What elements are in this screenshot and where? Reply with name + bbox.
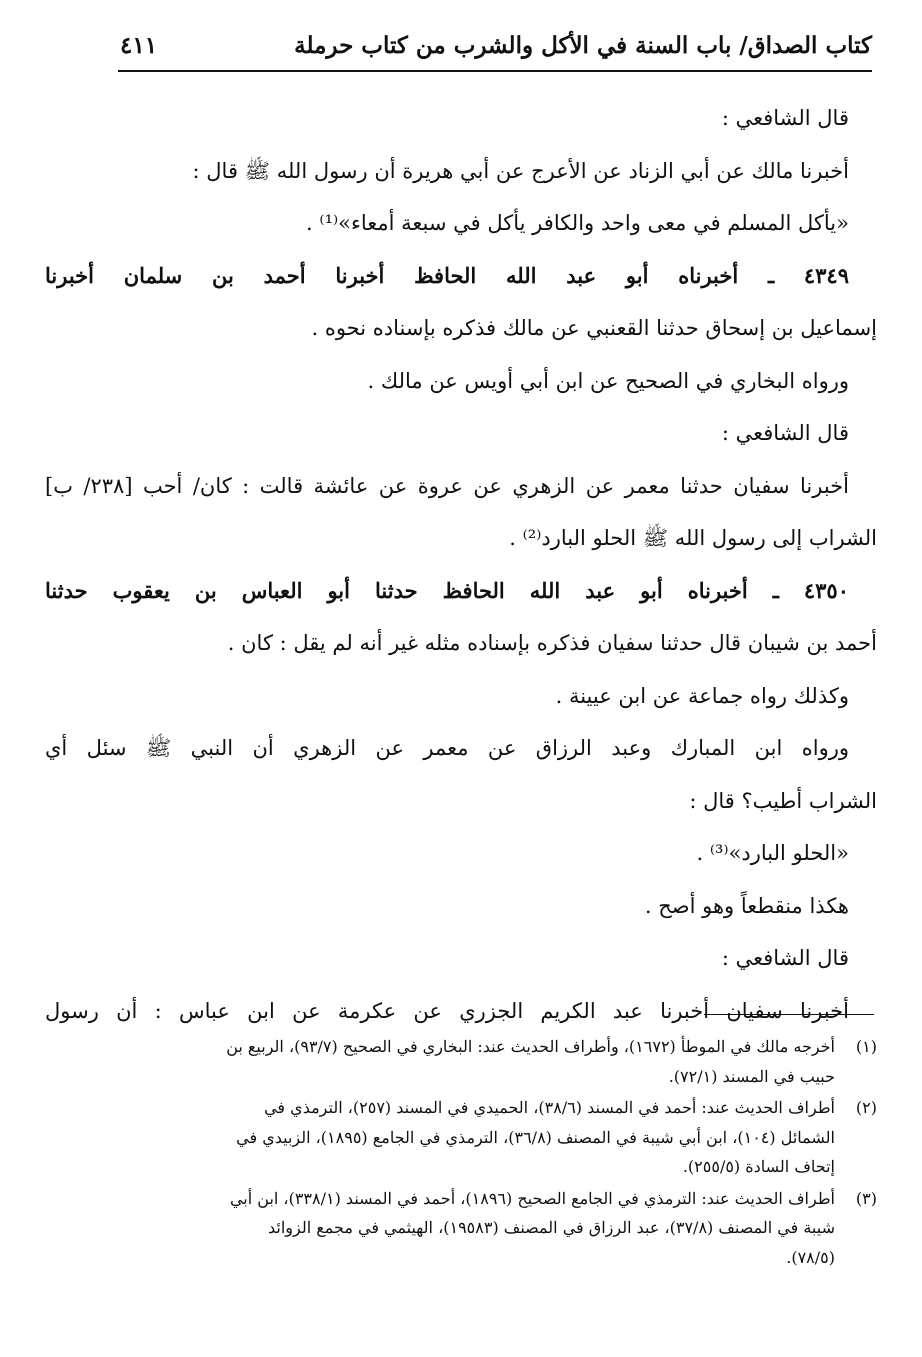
text-line: «الحلو البارد»⁽³⁾ . [696, 841, 849, 865]
footnotes [82, 1032, 877, 1274]
hadith-number-line: ٤٣٤٩ ـ أخبرناه أبو عبد الله الحافظ أخبرنا أحمد بن سلمان أخبرنا [45, 262, 849, 288]
text-line: هكذا منقطعاً وهو أصح . [644, 893, 849, 918]
footnote-line: (٧٨/٥). [786, 1247, 835, 1267]
text-line: أخبرنا مالك عن أبي الزناد عن الأعرج عن أبي هريرة أن رسول الله ﷺ قال : [192, 158, 849, 183]
footnote-line: أطراف الحديث عند: الترمذي في الجامع الصحيح (١٨٩٦)، أحمد في المسند (٣٣٨/١)، ابن أبي [229, 1188, 835, 1208]
footnote-line: الشمائل (١٠٤)، ابن أبي شيبة في المصنف (٣٦/٨)، الترمذي في الجامع (١٨٩٥)، الزبيدي في [236, 1127, 835, 1147]
text-line: قال الشافعي : [721, 421, 849, 445]
running-header [118, 26, 872, 72]
footnote [82, 1093, 877, 1182]
text-line: «يأكل المسلم في معى واحد والكافر يأكل في سبعة أمعاء»⁽¹⁾ . [306, 211, 849, 235]
main-text [45, 92, 877, 1037]
footnote-line: حبيب في المسند (٧٢/١). [668, 1066, 835, 1086]
text-line: ورواه ابن المبارك وعبد الرزاق عن معمر عن الزهري أن النبي ﷺ سئل أي [45, 736, 849, 760]
text-line: الشراب أطيب؟ قال : [689, 788, 877, 813]
text-line: الشراب إلى رسول الله ﷺ الحلو البارد⁽²⁾ . [509, 526, 877, 550]
text-line: أحمد بن شيبان قال حدثنا سفيان فذكره بإسناده مثله غير أنه لم يقل : كان . [227, 631, 877, 655]
text-line: وكذلك رواه جماعة عن ابن عيينة . [555, 683, 849, 708]
text-line: قال الشافعي : [721, 946, 849, 970]
footnote [82, 1184, 877, 1273]
header-title: كتاب الصداق/ باب السنة في الأكل والشرب من كتاب حرملة [294, 32, 872, 59]
text-line: قال الشافعي : [721, 106, 849, 130]
footnote-line: إتحاف السادة (٢٥٥/٥). [682, 1157, 835, 1176]
footnote-number: (١) [855, 1037, 877, 1056]
text-line: ورواه البخاري في الصحيح عن ابن أبي أويس عن مالك . [367, 368, 849, 393]
page-number: ٤١١ [120, 32, 158, 59]
footnote-divider [704, 1014, 874, 1015]
footnote-line: أخرجه مالك في الموطأ (١٦٧٢)، وأطراف الحديث عند: البخاري في الصحيح (٩٣/٧)، الربيع بن [226, 1037, 835, 1056]
text-line: أخبرنا سفيان حدثنا معمر عن الزهري عن عروة عن عائشة قالت : كان/ أحب [٢٣٨/ ب] [45, 473, 849, 498]
text-line: إسماعيل بن إسحاق حدثنا القعنبي عن مالك فذكره بإسناده نحوه . [311, 316, 877, 340]
footnote [82, 1032, 877, 1091]
hadith-number-line: ٤٣٥٠ ـ أخبرناه أبو عبد الله الحافظ حدثنا أبو العباس بن يعقوب حدثنا [45, 577, 849, 603]
footnote-number: (٢) [855, 1098, 877, 1117]
footnote-line: شيبة في المصنف (٣٧/٨)، عبد الرزاق في المصنف (١٩٥٨٣)، الهيثمي في مجمع الزوائد [267, 1218, 835, 1237]
footnote-number: (٣) [855, 1188, 877, 1208]
text-line: أخبرنا سفيان أخبرنا عبد الكريم الجزري عن عكرمة عن ابن عباس : أن رسول [45, 998, 849, 1023]
footnote-line: أطراف الحديث عند: أحمد في المسند (٣٨/٦)، الحميدي في المسند (٢٥٧)، الترمذي في [264, 1098, 835, 1117]
